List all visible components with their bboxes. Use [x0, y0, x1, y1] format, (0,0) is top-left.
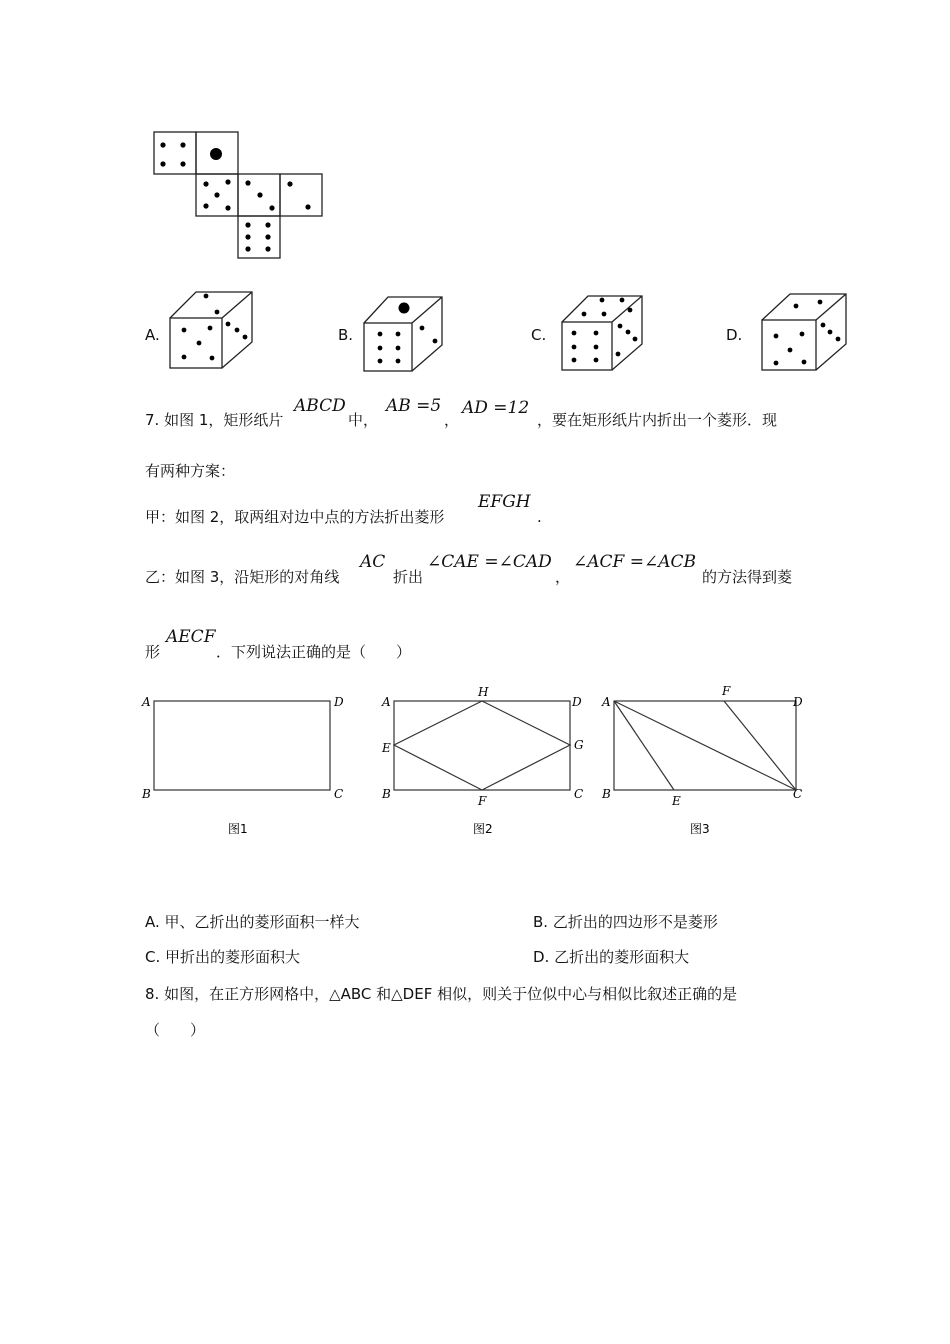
fig2-label-b: B — [382, 787, 391, 801]
q7-option-c: C. 甲折出的菱形面积大 — [145, 948, 301, 966]
fig3-label-e: E — [672, 794, 681, 808]
q7-math-aecf: AECF — [166, 627, 216, 647]
q7-math-acf: ∠ACF =∠ACB — [573, 552, 696, 572]
q7-option-a: A. 甲、乙折出的菱形面积一样大 — [145, 913, 360, 931]
fig1-label-c: C — [334, 787, 344, 801]
net-face-6 — [238, 216, 280, 258]
q7-yi-end: 的方法得到菱 — [702, 568, 793, 586]
fig3-label-f: F — [722, 684, 731, 698]
q7-xing: 形 — [145, 643, 161, 661]
fig2-label-h: H — [478, 685, 489, 699]
fig2-label-a: A — [382, 695, 391, 709]
q7-option-b: B. 乙折出的四边形不是菱形 — [533, 913, 718, 931]
dice-net-figure — [150, 128, 330, 263]
q7-period: . — [537, 508, 542, 526]
fig2-label-g: G — [574, 738, 584, 752]
q7-math-ad: AD =12 — [462, 398, 530, 418]
q7-math-ab: AB =5 — [386, 396, 442, 416]
cube-option-d — [758, 290, 850, 374]
fig3-label-c: C — [793, 787, 803, 801]
cube-option-c — [558, 292, 648, 374]
q7-line1-end: ，要在矩形纸片内折出一个菱形．现 — [537, 411, 778, 429]
fig1-label-b: B — [142, 787, 151, 801]
q7-comma2: ， — [555, 568, 571, 586]
fig2-label-f: F — [478, 794, 487, 808]
q8-line1: 8. 如图，在正方形网格中，△ABC 和△DEF 相似，则关于位似中心与相似比叙述正确的是 — [145, 985, 738, 1003]
q7-yi-fold: 折出 — [393, 568, 424, 586]
q7-line1-start: 7. 如图 1，矩形纸片 — [145, 411, 284, 429]
fig3-label-d: D — [793, 695, 803, 709]
q7-question: ．下列说法正确的是（ ） — [216, 643, 412, 661]
q7-math-efgh: EFGH — [478, 492, 531, 512]
fig3-label-a: A — [602, 695, 611, 709]
option-d-label: D. — [726, 326, 743, 344]
figure-2 — [378, 684, 588, 840]
option-b-label: B. — [338, 326, 354, 344]
q7-math-ac: AC — [360, 552, 386, 572]
q7-option-d: D. 乙折出的菱形面积大 — [533, 948, 690, 966]
fig3-caption: 图3 — [690, 822, 710, 836]
q7-math-cae: ∠CAE =∠CAD — [427, 552, 552, 572]
q7-yi-start: 乙：如图 3，沿矩形的对角线 — [145, 568, 340, 586]
q7-comma1: ， — [444, 411, 460, 429]
cube-option-a — [166, 288, 258, 372]
cube-option-b — [360, 293, 446, 375]
fig2-label-e: E — [382, 741, 391, 755]
fig1-label-d: D — [334, 695, 344, 709]
figure-3 — [598, 684, 808, 840]
q7-line2: 有两种方案： — [145, 462, 236, 480]
option-a-label: A. — [145, 326, 160, 344]
fig2-label-c: C — [574, 787, 584, 801]
fig3-label-b: B — [602, 787, 611, 801]
fig2-caption: 图2 — [473, 822, 493, 836]
net-face-2 — [280, 174, 322, 216]
fig1-caption: 图1 — [228, 822, 248, 836]
fig2-label-d: D — [572, 695, 582, 709]
option-c-label: C. — [531, 326, 547, 344]
q8-line2: （ ） — [145, 1021, 206, 1039]
q7-math-abcd: ABCD — [294, 396, 346, 416]
net-face-4 — [154, 132, 196, 174]
figure-1 — [138, 690, 348, 840]
q7-line1-mid: 中， — [348, 411, 379, 429]
fig1-label-a: A — [142, 695, 151, 709]
q7-jia: 甲：如图 2，取两组对边中点的方法折出菱形 — [145, 508, 445, 526]
